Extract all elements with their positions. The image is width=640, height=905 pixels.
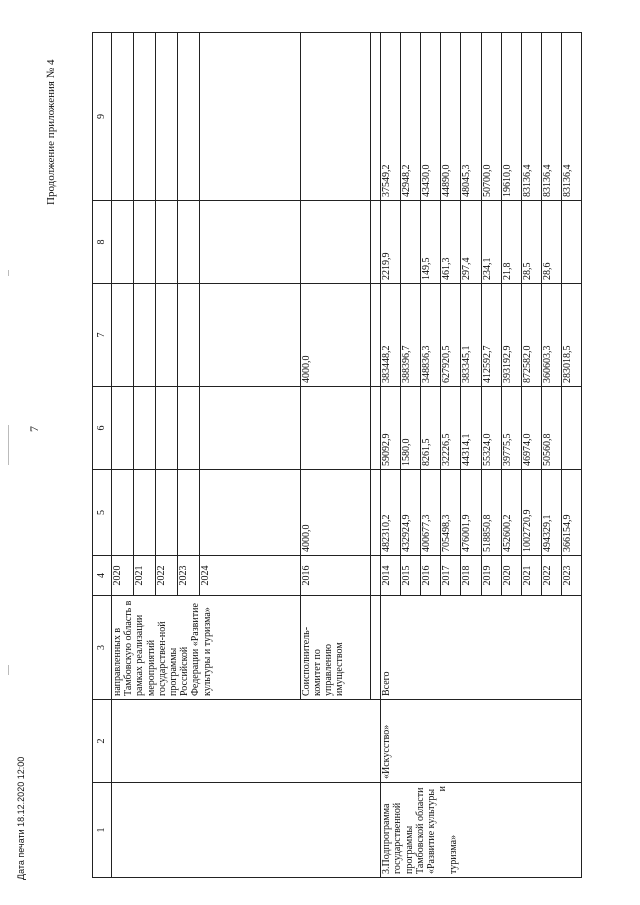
year-cell: 2024: [200, 556, 300, 596]
amount-extrabudget: 83136,4: [561, 33, 581, 201]
col-header: 3: [93, 596, 112, 700]
amount-regional: 4000,0: [300, 284, 370, 387]
subprogram-title-text: 3.Подпрограмма государственной программы Тамбовской области «Развитие культуры: [381, 787, 437, 874]
cell-empty: [371, 201, 381, 284]
cell-empty: [156, 284, 178, 387]
budget-table-container: [92, 33, 582, 878]
amount-federal: 39775,5: [501, 387, 521, 470]
col-header: 4: [93, 556, 112, 596]
amount-federal: 32226,5: [441, 387, 461, 470]
col-header: 7: [93, 284, 112, 387]
subprogram-title-tail: туризма»: [448, 834, 460, 874]
amount-regional: 348836,3: [421, 284, 441, 387]
col-header: 9: [93, 33, 112, 201]
cell-empty: [200, 470, 300, 556]
cell-empty: [300, 33, 370, 201]
amount-federal: 55324,0: [481, 387, 501, 470]
cell-empty: [371, 33, 381, 201]
amount-local: 2219,9: [381, 201, 401, 284]
funding-source-description: направленных в Тамбовскую область в рамках реализации мероприятий государствен-ной программы Российской Федерации «Развитие культуры и туризма»: [112, 596, 301, 700]
cell-empty: [178, 387, 200, 470]
cell-empty: [156, 201, 178, 284]
cell-empty: [178, 284, 200, 387]
year-cell: 2016: [421, 556, 441, 596]
amount-total: 482310,2: [381, 470, 401, 556]
cell-empty: [112, 470, 134, 556]
print-date: Дата печати 18.12.2020 12:00: [16, 756, 26, 880]
cell-empty: [178, 33, 200, 201]
amount-federal: 1580,0: [401, 387, 421, 470]
cell-empty: [112, 783, 381, 878]
cell-empty: [200, 33, 300, 201]
amount-extrabudget: 42948,2: [401, 33, 421, 201]
scan-artifact: [8, 425, 9, 465]
cell-empty: [112, 33, 134, 201]
cell-empty: [200, 201, 300, 284]
scan-artifact: [8, 270, 9, 276]
cell-empty: [371, 556, 381, 596]
amount-local: 28,5: [521, 201, 541, 284]
year-cell: 2022: [541, 556, 561, 596]
amount-total: 518850,8: [481, 470, 501, 556]
co-executor-label: Соисполнитель-комитет по управлению имуществом: [300, 596, 370, 700]
col-header: 6: [93, 387, 112, 470]
cell-empty: [178, 201, 200, 284]
amount-regional: 383448,2: [381, 284, 401, 387]
amount-total: 400677,3: [421, 470, 441, 556]
total-label: Всего: [381, 596, 582, 700]
cell-empty: [112, 387, 134, 470]
col-header: 1: [93, 783, 112, 878]
cell-empty: [156, 33, 178, 201]
year-cell: 2015: [401, 556, 421, 596]
amount-extrabudget: 37549,2: [381, 33, 401, 201]
table-row: [381, 33, 401, 878]
cell-empty: [134, 284, 156, 387]
amount-total: 432924,9: [401, 470, 421, 556]
subprogram-title-conj: и: [437, 786, 449, 792]
cell-empty: [200, 387, 300, 470]
amount-total: 452600,2: [501, 470, 521, 556]
cell-empty: [178, 470, 200, 556]
amount-local: 28,6: [541, 201, 561, 284]
amount-regional: 412592,7: [481, 284, 501, 387]
amount-local: 149,5: [421, 201, 441, 284]
amount-local: 234,1: [481, 201, 501, 284]
year-cell: 2020: [501, 556, 521, 596]
cell-empty: [112, 201, 134, 284]
year-cell: 2021: [521, 556, 541, 596]
year-cell: 2021: [134, 556, 156, 596]
appendix-continuation-label: Продолжение приложения № 4: [45, 59, 57, 205]
col-header: 5: [93, 470, 112, 556]
amount-regional: 360603,3: [541, 284, 561, 387]
amount-total: 494329,1: [541, 470, 561, 556]
year-cell: 2019: [481, 556, 501, 596]
subprogram-title: [381, 783, 582, 878]
year-cell: 2016: [300, 556, 370, 596]
amount-regional: 393192,9: [501, 284, 521, 387]
table-row: [112, 33, 134, 878]
cell-empty: [371, 387, 381, 470]
amount-local: 461,3: [441, 201, 461, 284]
cell-empty: [134, 387, 156, 470]
cell-empty: [112, 700, 381, 783]
amount-local: 297,4: [461, 201, 481, 284]
cell-empty: [371, 284, 381, 387]
year-cell: 2017: [441, 556, 461, 596]
year-cell: 2023: [178, 556, 200, 596]
amount-local: 21,8: [501, 201, 521, 284]
amount-extrabudget: 19610,0: [501, 33, 521, 201]
cell-empty: [300, 201, 370, 284]
year-cell: 2020: [112, 556, 134, 596]
amount-regional: 388396,7: [401, 284, 421, 387]
amount-local: [401, 201, 421, 284]
cell-empty: [134, 470, 156, 556]
amount-regional: 872582,0: [521, 284, 541, 387]
column-number-row: [93, 33, 112, 878]
subprogram-title-spread: [437, 786, 448, 874]
amount-regional: 283018,5: [561, 284, 581, 387]
amount-federal: 46974,0: [521, 387, 541, 470]
year-cell: 2014: [381, 556, 401, 596]
amount-federal: 59092,9: [381, 387, 401, 470]
amount-regional: 383345,1: [461, 284, 481, 387]
subprogram-name: «Искусство»: [381, 700, 582, 783]
amount-total: 476001,9: [461, 470, 481, 556]
year-cell: 2023: [561, 556, 581, 596]
amount-extrabudget: 50700,0: [481, 33, 501, 201]
cell-empty: [134, 201, 156, 284]
amount-regional: 627920,5: [441, 284, 461, 387]
amount-federal: 44314,1: [461, 387, 481, 470]
amount-local: [561, 201, 581, 284]
col-header: 8: [93, 201, 112, 284]
amount-total: 366154,9: [561, 470, 581, 556]
amount-total: 4000,0: [300, 470, 370, 556]
budget-table: [92, 32, 582, 878]
cell-empty: [156, 387, 178, 470]
amount-federal: [561, 387, 581, 470]
cell-empty: [371, 596, 381, 700]
year-cell: 2022: [156, 556, 178, 596]
amount-extrabudget: 48045,3: [461, 33, 481, 201]
amount-extrabudget: 43430,0: [421, 33, 441, 201]
cell-empty: [134, 33, 156, 201]
amount-federal: 50560,8: [541, 387, 561, 470]
cell-empty: [156, 470, 178, 556]
amount-extrabudget: 83136,4: [521, 33, 541, 201]
amount-extrabudget: 44890,0: [441, 33, 461, 201]
amount-federal: 8261,5: [421, 387, 441, 470]
amount-total: 1002720,9: [521, 470, 541, 556]
cell-empty: [200, 284, 300, 387]
cell-empty: [112, 284, 134, 387]
scan-artifact: [8, 665, 9, 675]
amount-extrabudget: 83136,4: [541, 33, 561, 201]
cell-empty: [371, 470, 381, 556]
page-number: 7: [27, 426, 41, 432]
year-cell: 2018: [461, 556, 481, 596]
cell-empty: [300, 387, 370, 470]
amount-total: 705498,3: [441, 470, 461, 556]
col-header: 2: [93, 700, 112, 783]
